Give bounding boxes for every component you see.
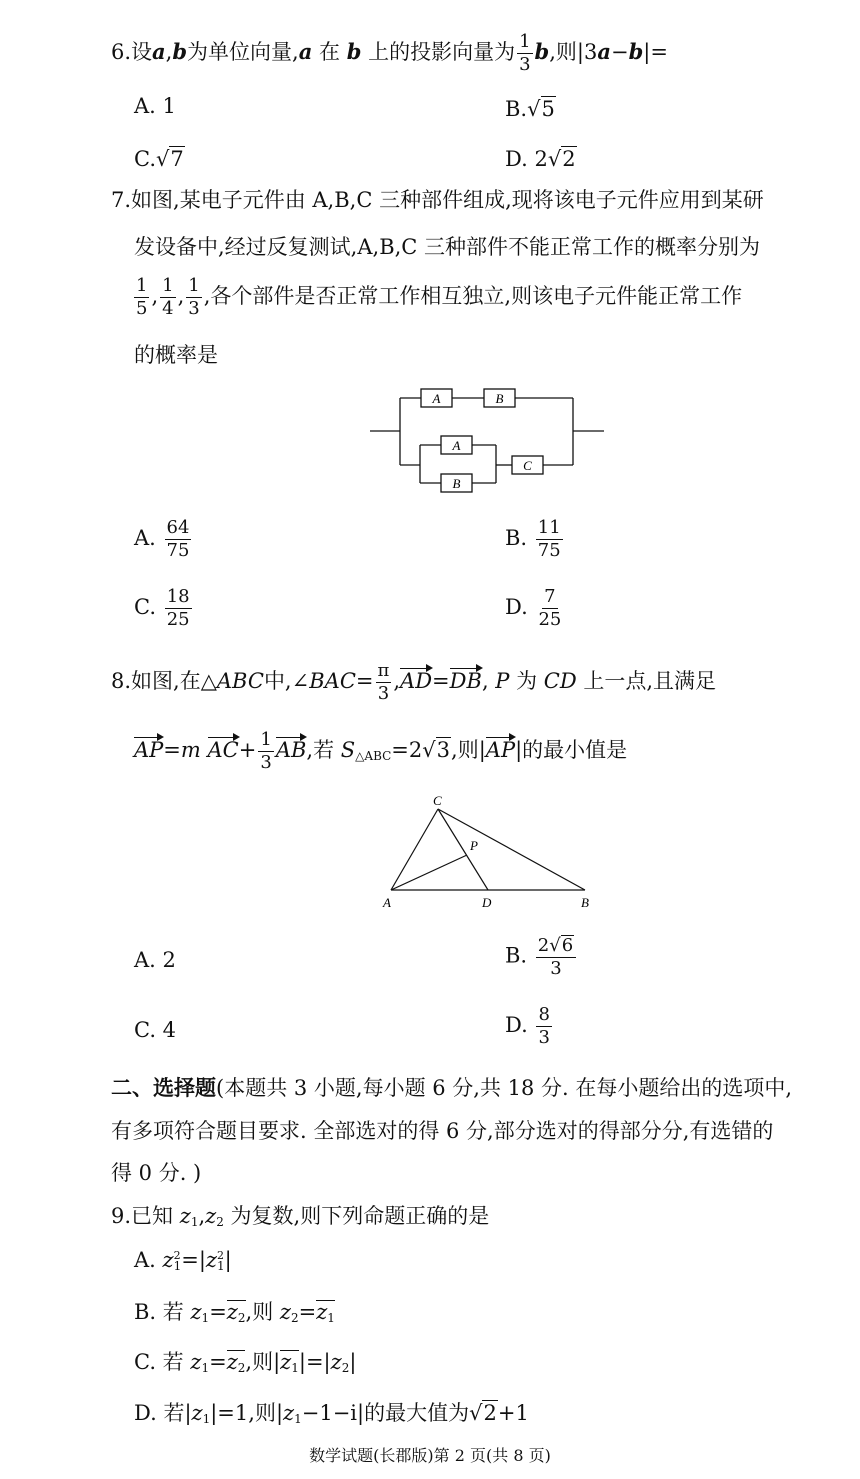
q8-line1: 8.如图,在△ABC中,∠BAC= $\frac{\pi}{3}$ ,AD=DB, P 为 CD 上一点,且满足	[111, 660, 717, 704]
q7-line1: 7.如图,某电子元件由 A,B,C 三种部件组成,现将该电子元件应用到某研	[111, 188, 764, 212]
q6-option-b: B.√5	[505, 97, 555, 121]
label-top-a: A	[432, 391, 441, 406]
q9-option-a: A. $z^2_1=|z^2_1|$	[134, 1248, 232, 1273]
label-bot-b: B	[452, 476, 461, 491]
label-c: C	[523, 458, 532, 473]
section-2-line1: 二、选择题(本题共 3 小题,每小题 6 分,共 18 分. 在每小题给出的选项中,	[111, 1075, 793, 1100]
section-2-title: 二、选择题	[111, 1075, 216, 1100]
q7-line3: $\frac{1}{5}$ , $\frac{1}{4}$ , $\frac{1}{3}$ ,各个部件是否正常工作相互独立,则该电子元件能正常工作	[136, 275, 743, 319]
q7-option-d: D. $\frac{7}{25}$	[505, 586, 562, 630]
q7-option-a: A. $\frac{64}{75}$	[134, 517, 190, 561]
q8-option-c: C. 4	[134, 1018, 177, 1042]
point-b: B	[581, 895, 589, 910]
q6-option-a: A. 1	[134, 94, 176, 118]
q9-option-b: B. 若 $z_1=z_2$,则 $z_2=z_1$	[134, 1300, 335, 1325]
point-c: C	[433, 793, 442, 808]
q9-stem: 9.已知 $z_1,z_2$ 为复数,则下列命题正确的是	[111, 1204, 490, 1229]
circuit-diagram	[368, 383, 608, 495]
q8-option-d: D. $\frac{8}{3}$	[505, 1004, 550, 1048]
q6-option-d: D. 2√2	[505, 147, 576, 171]
q9-option-c: C. 若 $z_1=z_2$,则$|z_1|=|z_2|$	[134, 1350, 357, 1375]
q7-line2: 发设备中,经过反复测试,A,B,C 三种部件不能正常工作的概率分别为	[134, 235, 761, 259]
triangle-diagram	[378, 790, 598, 914]
section-2-line3: 得 0 分. )	[111, 1161, 202, 1185]
q7-option-c: C. $\frac{18}{25}$	[134, 586, 190, 630]
point-a: A	[383, 895, 391, 910]
q6-option-c: C.√7	[134, 147, 184, 171]
q6-stem: 6.设a,b为单位向量,a 在 b 上的投影向量为 $\frac{1}{3}$ b,则|3a−b|=	[111, 31, 668, 75]
q9-option-d: D. 若$|z_1|=1$,则$|z_1-1-i|$的最大值为√2+1	[134, 1401, 529, 1426]
q7-option-b: B. $\frac{11}{75}$	[505, 517, 561, 561]
point-d: D	[482, 895, 492, 910]
q7-line4: 的概率是	[134, 343, 218, 367]
q8-option-a: A. 2	[134, 948, 176, 972]
label-bot-a: A	[452, 438, 461, 453]
q8-line2: AP=m AC+ $\frac{1}{3}$ AB,若 $S_{\triangle ABC}=2√3$,则|AP|的最小值是	[134, 729, 628, 773]
page-footer: 数学试题(长郡版)第 2 页(共 8 页)	[309, 1446, 551, 1465]
label-top-b: B	[495, 391, 504, 406]
q8-option-b: B. $\frac{2√6}{3}$	[505, 935, 578, 979]
section-2-line2: 有多项符合题目要求. 全部选对的得 6 分,部分选对的得部分分,有选错的	[111, 1119, 774, 1143]
point-p: P	[470, 838, 478, 853]
